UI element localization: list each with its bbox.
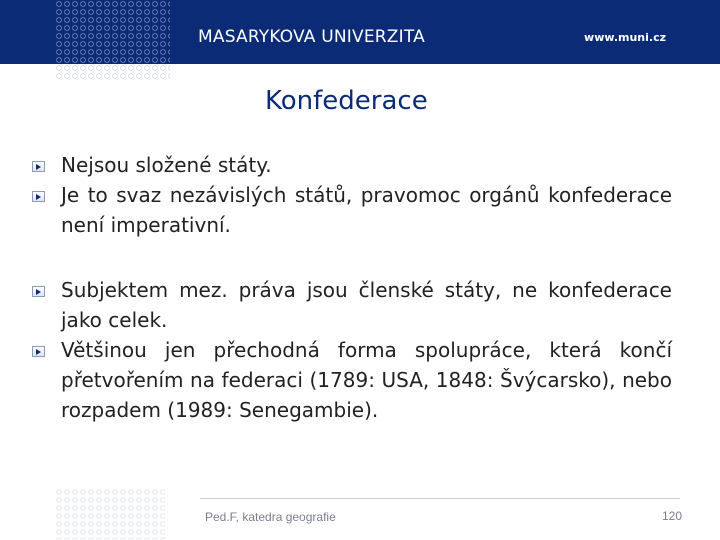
bullet-item — [32, 335, 672, 425]
slide-content — [32, 150, 672, 425]
bullet-text: Subjektem mez. práva jsou členské státy, ne konfederace jako celek. — [61, 278, 672, 332]
footer-text: Ped.F, katedra geografie — [205, 510, 336, 524]
slide-title: Konfederace — [265, 86, 428, 116]
bullet-arrow-icon — [32, 161, 45, 172]
bullet-item — [32, 150, 672, 180]
bullet-group — [32, 275, 672, 425]
bullet-text: Nejsou složené státy. — [61, 153, 272, 177]
footer-divider — [200, 498, 680, 499]
bullet-item — [32, 275, 672, 335]
bullet-arrow-icon — [32, 191, 45, 202]
university-url: www.muni.cz — [584, 31, 666, 44]
university-name: MASARYKOVA UNIVERZITA — [198, 27, 425, 47]
header-bar — [0, 0, 720, 64]
logo-grid-extension — [55, 64, 170, 80]
bullet-text: Většinou jen přechodná forma spolupráce, která končí přetvořením na federaci (1789: USA, 1848: Švýcarsko), nebo rozpadem (1989: Senegambie). — [61, 338, 672, 422]
page-number: 120 — [661, 509, 682, 523]
bullet-group — [32, 150, 672, 240]
bullet-arrow-icon — [32, 286, 45, 297]
bullet-arrow-icon — [32, 346, 45, 357]
bullet-text: Je to svaz nezávislých států, pravomoc orgánů konfederace není imperativní. — [61, 183, 672, 237]
university-logo-icon — [55, 0, 170, 64]
footer-dot-grid — [55, 488, 165, 540]
bullet-item — [32, 180, 672, 240]
